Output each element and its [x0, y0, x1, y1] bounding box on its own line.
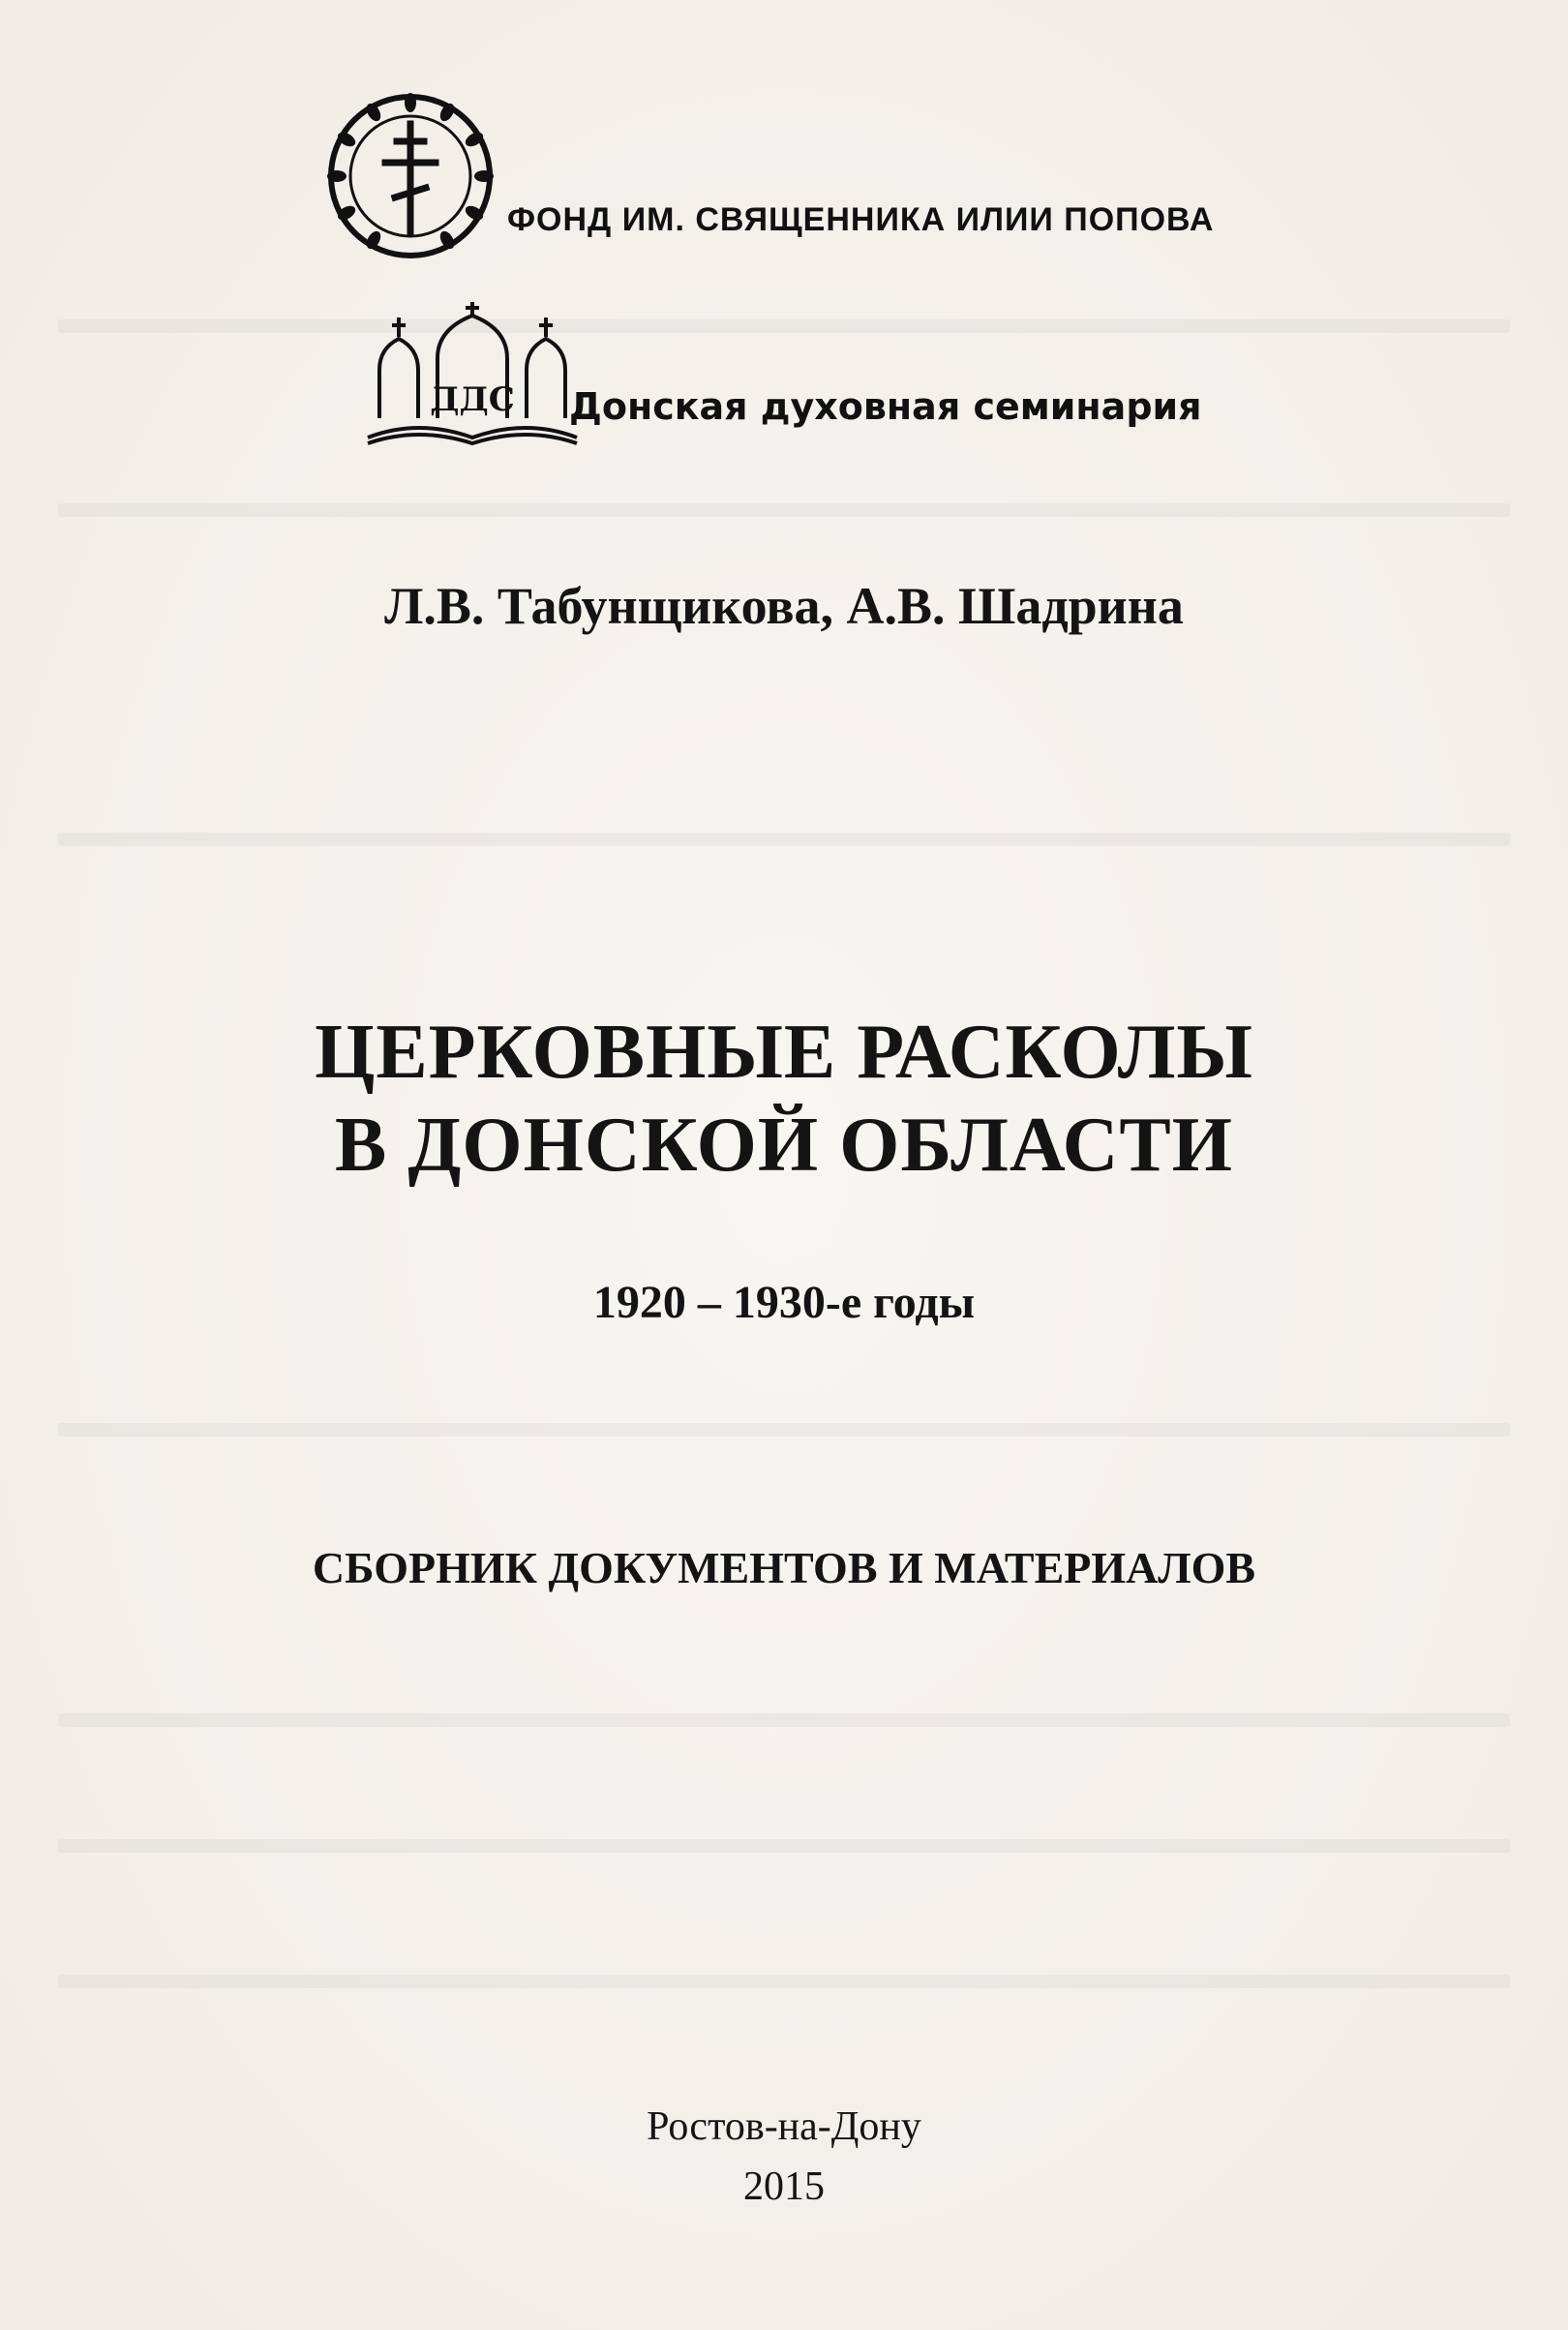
subtitle: СБОРНИК ДОКУМЕНТОВ И МАТЕРИАЛОВ [312, 1543, 1256, 1592]
bleed-through-texture [58, 1839, 1510, 1853]
bleed-through-texture [58, 832, 1510, 846]
bleed-through-texture [58, 1423, 1510, 1437]
period: 1920 – 1930-е годы [592, 1277, 976, 1328]
imprint-year: 2015 [743, 2164, 825, 2209]
seminary-name: Донская духовная семинария [569, 385, 1202, 428]
bleed-through-texture [58, 503, 1510, 517]
orthodox-cross-wreath-seal-icon [325, 91, 496, 261]
church-domes-book-icon [360, 302, 585, 445]
seminary-logo-initials: ДДС [430, 380, 515, 419]
book-title-line-1: ЦЕРКОВНЫЕ РАСКОЛЫ [315, 1010, 1253, 1095]
imprint-city: Ростов-на-Дону [647, 2104, 921, 2149]
authors: Л.В. Табунщикова, А.В. Шадрина [384, 577, 1184, 635]
bleed-through-texture [58, 1975, 1510, 1988]
book-title-line-2: В ДОНСКОЙ ОБЛАСТИ [335, 1103, 1233, 1188]
fund-name: ФОНД ИМ. СВЯЩЕННИКА ИЛИИ ПОПОВА [507, 201, 1215, 238]
bleed-through-texture [58, 319, 1510, 333]
bleed-through-texture [58, 1713, 1510, 1727]
